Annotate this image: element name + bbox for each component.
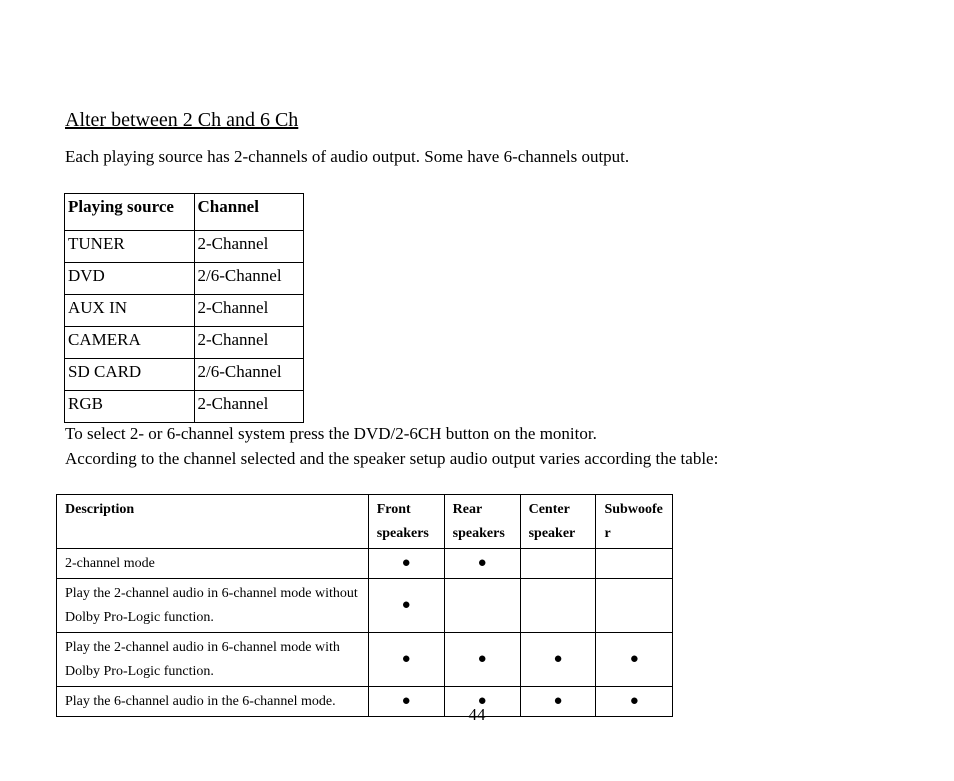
table-row	[57, 579, 673, 633]
subwoofer-mark-cell: ●	[596, 687, 673, 717]
column-header-subwoofer: Subwoofer	[596, 495, 673, 549]
front-mark-cell: ●	[368, 579, 444, 633]
subwoofer-mark-cell	[596, 579, 673, 633]
column-header-center-speaker: Center speaker	[520, 495, 596, 549]
center-mark-cell: ●	[520, 687, 596, 717]
table-intro-paragraph: According to the channel selected and the speaker setup audio output varies according the table:	[65, 449, 719, 468]
channel-cell: 2-Channel	[194, 327, 303, 359]
front-mark-cell: ●	[368, 549, 444, 579]
table-row	[65, 391, 304, 423]
column-header-front-speakers: Front speakers	[368, 495, 444, 549]
center-mark-cell	[520, 549, 596, 579]
subwoofer-mark-cell: ●	[596, 633, 673, 687]
intro-paragraph: Each playing source has 2-channels of audio output. Some have 6-channels output.	[65, 147, 630, 166]
source-cell: RGB	[65, 391, 195, 423]
instruction-paragraph: To select 2- or 6-channel system press the DVD/2-6CH button on the monitor.	[65, 424, 597, 443]
source-cell: AUX IN	[65, 295, 195, 327]
speaker-output-table	[56, 494, 673, 717]
source-cell: TUNER	[65, 231, 195, 263]
table-row	[65, 295, 304, 327]
table-row	[57, 633, 673, 687]
channel-cell: 2-Channel	[194, 295, 303, 327]
channel-cell: 2-Channel	[194, 391, 303, 423]
source-cell: SD CARD	[65, 359, 195, 391]
rear-mark-cell: ●	[444, 633, 520, 687]
table-header-row	[57, 495, 673, 549]
center-mark-cell	[520, 579, 596, 633]
mode-description-cell: Play the 2-channel audio in 6-channel mode with Dolby Pro-Logic function.	[57, 633, 369, 687]
section-heading: Alter between 2 Ch and 6 Ch	[65, 109, 299, 131]
channel-cell: 2-Channel	[194, 231, 303, 263]
column-header-playing-source: Playing source	[65, 194, 195, 231]
channel-cell: 2/6-Channel	[194, 359, 303, 391]
column-header-rear-speakers: Rear speakers	[444, 495, 520, 549]
front-mark-cell: ●	[368, 687, 444, 717]
table-row	[57, 549, 673, 579]
source-cell: DVD	[65, 263, 195, 295]
table-row	[65, 263, 304, 295]
table-row	[65, 231, 304, 263]
rear-mark-cell: ●	[444, 549, 520, 579]
center-mark-cell: ●	[520, 633, 596, 687]
front-mark-cell: ●	[368, 633, 444, 687]
column-header-description: Description	[57, 495, 369, 549]
table-row	[65, 359, 304, 391]
playing-source-table	[64, 193, 304, 423]
rear-mark-cell: ●	[444, 687, 520, 717]
rear-mark-cell	[444, 579, 520, 633]
page-number: 44	[468, 705, 486, 724]
source-cell: CAMERA	[65, 327, 195, 359]
mode-description-cell: Play the 6-channel audio in the 6-channel mode.	[57, 687, 369, 717]
subwoofer-mark-cell	[596, 549, 673, 579]
mode-description-cell: 2-channel mode	[57, 549, 369, 579]
mode-description-cell: Play the 2-channel audio in 6-channel mode without Dolby Pro-Logic function.	[57, 579, 369, 633]
channel-cell: 2/6-Channel	[194, 263, 303, 295]
column-header-channel: Channel	[194, 194, 303, 231]
table-header-row	[65, 194, 304, 231]
table-row	[65, 327, 304, 359]
